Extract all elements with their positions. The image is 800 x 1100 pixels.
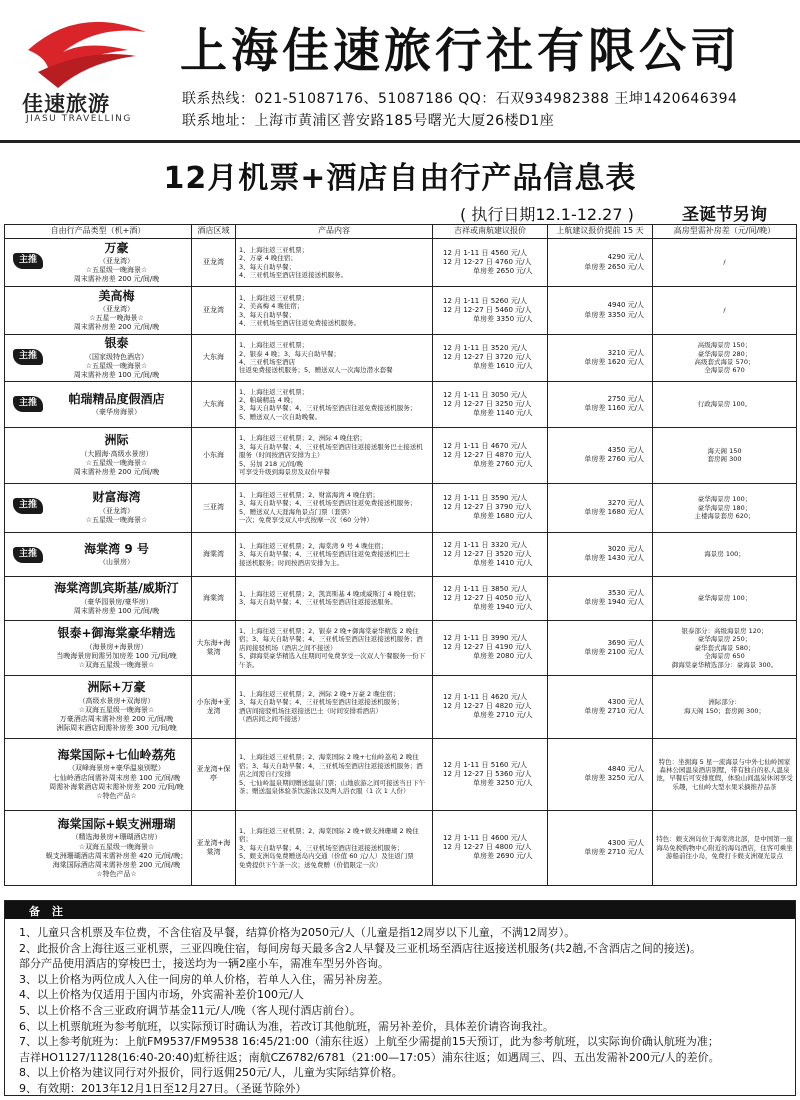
room-upgrade: 海景房 100； [653, 532, 797, 576]
price-early: 12 月 1-11 日 3050 元/人 [443, 390, 528, 399]
table-row [5, 576, 797, 620]
advance-single-supplement: 单房差 1160 元/人 [584, 404, 644, 413]
header-divider [0, 140, 800, 143]
product-name: 万豪 [104, 240, 129, 255]
price-early: 12 月 1-11 日 4620 元/人 [443, 693, 528, 702]
single-supplement: 单房差 1410 元/人 [473, 558, 533, 567]
advance-single-supplement: 单房差 2710 元/人 [584, 847, 644, 856]
price-cell [433, 738, 548, 810]
table-row [5, 335, 797, 382]
room-upgrade: 特色：蜈支洲岛位于海棠湾北部，是中国第一座海岛免税购物中心附近的海岛酒店，住客可乘坐游船前往小岛，免费打卡蜈支洲观光景点 [653, 810, 797, 885]
notes-section [4, 900, 796, 1096]
hotel-area: 亚龙湾 [192, 239, 236, 287]
product-subtitle: （豪华园景房/豪华房） 周末需补房差 100 元/间/晚 [73, 597, 160, 615]
product-subtitle: （海景房+海景房） 当晚海景房间需另加房差 100 元/间/晚 ☆双海五星级一晚海景☆ [56, 642, 177, 669]
hotel-area: 亚龙湾 [192, 287, 236, 335]
product-content: 1、上海往返三亚机票；2、海棠湾 9 号 4 晚住宿； 3、每天自助早餐；4、三亚机场至酒店往返免费接送机巴士 接送机服务；时间按酒店安排为主。 [236, 532, 433, 576]
table-row [5, 239, 797, 287]
single-supplement: 单房差 2080 元/人 [473, 652, 533, 661]
advance-single-supplement: 单房差 3350 元/人 [584, 310, 644, 319]
product-subtitle: （亚龙湾） ☆五星级一晚海景☆ 周末需补房差 200 元/间/晚 [73, 257, 160, 284]
notes-header-bar [5, 901, 795, 919]
note-item: 5、以上价格不含三亚政府调节基金11元/人/晚（客人现付酒店前台）。 [19, 1003, 361, 1017]
product-name: 帕瑞精品度假酒店 [68, 391, 165, 406]
hotel-area: 小东海 [192, 427, 236, 483]
logo-text: 佳速旅游 [22, 92, 110, 116]
table-row [5, 620, 797, 675]
table-row [5, 483, 797, 532]
advance-single-supplement: 单房差 1430 元/人 [584, 554, 644, 563]
product-content: 1、上海往返三亚机票； 2、万豪 4 晚住宿； 3、每天自助早餐； 4、三亚机场至酒店往返接送机服务。 [236, 239, 433, 287]
execution-date: ( 执行日期12.1-12.27 ) [460, 205, 634, 224]
price-cell [433, 381, 548, 427]
price-early: 12 月 1-11 日 3590 元/人 [443, 494, 528, 503]
room-upgrade: 行政海景房 100。 [653, 381, 797, 427]
product-subtitle: （精选海景房+珊瑚酒店房） ☆双海五星级一晚海景☆ 蜈支洲珊瑚酒店周末需补房差 420 元/间/晚； 海棠国际酒店周末需补房差 200 元/间/晚 ☆特色产品☆ [45, 833, 188, 878]
price-cell [433, 675, 548, 738]
note-item: 3、以上价格为两位成人入住一间房的单人价格，若单人入住，需另补房差。 [19, 972, 389, 986]
room-upgrade: 豪华海景房 100； [653, 576, 797, 620]
room-upgrade: 银泰部分：高级海景房 120； 豪华海景房 250； 豪华套式海景 580； 全海景房 650 御海棠豪华精选部分：豪海景 300。 [653, 620, 797, 675]
note-item: 7、以上参考航班为：上航FM9537/FM9538 16:45/21:00（浦东往返）上航至少需提前15天预订，此为参考航班，以实际询价确认航班为准； [19, 1035, 719, 1049]
price-cell [433, 532, 548, 576]
advance-price: 4940 元/人 [607, 301, 644, 310]
note-item: 部分产品使用酒店的穿梭巴士，接送均为一辆2座小车，需准车型另外咨询。 [19, 957, 389, 971]
advance-single-supplement: 单房差 2710 元/人 [584, 706, 644, 715]
price-late: 12 月 12-27 日 4820 元/人 [443, 702, 532, 711]
price-early: 12 月 1-11 日 3850 元/人 [443, 584, 528, 593]
room-upgrade: / [653, 287, 797, 335]
product-name: 财富海湾 [92, 490, 141, 505]
advance-single-supplement: 单房差 1620 元/人 [584, 357, 644, 366]
advance-single-supplement: 单房差 1680 元/人 [584, 507, 644, 516]
advance-price-cell [548, 675, 653, 738]
column-header: 吉祥或南航建议报价 [433, 225, 548, 239]
note-item: 1、儿童只含机票及车位费，不含住宿及早餐，结算价格为2050元/人（儿童是指12周岁以下儿童，不满12周岁）。 [19, 926, 576, 939]
advance-price-cell [548, 239, 653, 287]
table-header-row [5, 225, 797, 239]
header [0, 0, 800, 140]
advance-price-cell [548, 335, 653, 382]
product-subtitle: （亚龙湾） ☆五星一晚海景☆ 周末需补房差 200 元/间/晚 [73, 305, 160, 332]
featured-tag: 主推 [13, 396, 43, 412]
note-item: 2、此报价含上海往返三亚机票，三亚四晚住宿，每间房每天最多含2人早餐及三亚机场至酒店往返接送机服务(共2趟,不含酒店之间的接送)。 [19, 941, 702, 955]
product-cell [5, 335, 192, 382]
product-name: 洲际+万豪 [87, 680, 146, 695]
single-supplement: 单房差 2690 元/人 [473, 852, 533, 861]
column-header: 酒店区域 [192, 225, 236, 239]
price-early: 12 月 1-11 日 4670 元/人 [443, 441, 528, 450]
note-item: 4、以上价格为仅适用于国内市场，外宾需补差价100元/人 [19, 988, 304, 1002]
advance-price-cell [548, 287, 653, 335]
price-late: 12 月 12-27 日 4870 元/人 [443, 450, 532, 459]
price-cell [433, 239, 548, 287]
hotel-area: 亚龙湾+保亭 [192, 738, 236, 810]
room-upgrade: 洲际部分： 海天阁 150；套房阁 300； [653, 675, 797, 738]
price-late: 12 月 12-27 日 3790 元/人 [443, 503, 532, 512]
contact-hotline: 联系热线：021-51087176、51087186 QQ：石双934982388 王坤1420646394 [182, 91, 738, 107]
advance-price-cell [548, 810, 653, 885]
price-late: 12 月 12-27 日 3250 元/人 [443, 399, 532, 408]
product-content: 1、上海往返三亚机票；2、财富海湾 4 晚住宿； 3、每天自助早餐；4、三亚机场至酒店往返免费接送机服务； 5、赠送双人天涯海角景点门票（套票） 一次；免费享受双人中式按摩一次（60 分钟） [236, 483, 433, 532]
advance-single-supplement: 单房差 2650 元/人 [584, 262, 644, 271]
note-item: 6、以上机票航班为参考航班，以实际预订时确认为准，若改订其他航班，需另补差价，具体差价请咨询我社。 [19, 1019, 554, 1033]
price-cell [433, 576, 548, 620]
product-content: 1、上海往返三亚机票；2、海棠国际 2 晚+蜈支洲珊瑚 2 晚住宿； 3、每天自助早餐；4、三亚机场至酒店往返接送机服务； 5、蜈支洲岛免费赠送岛内交通（价值 60 元/人）及往返门票 免费提供下午茶一次；送免费赠（价值限定一次） [236, 810, 433, 885]
product-subtitle: （豪华房海景） [92, 408, 141, 417]
product-content: 1、上海往返三亚机票； 2、帕瑞精品 4 晚； 3、每天自助早餐；4、三亚机场至酒店往返免费接送机服务； 5、赠送双人一次自助晚餐。 [236, 381, 433, 427]
product-subtitle: （山景房） [99, 558, 134, 567]
price-early: 12 月 1-11 日 5160 元/人 [443, 760, 528, 769]
advance-price: 3530 元/人 [607, 589, 644, 598]
advance-price-cell [548, 483, 653, 532]
product-content: 1、上海往返三亚机票；2、洲际 2 晚+万豪 2 晚住宿； 3、每天自助早餐；4、三亚机场至酒店往返接送机服务； 酒店间接驳机场往返接送巴士（时间安排看酒店） （酒店间之间不接送） [236, 675, 433, 738]
advance-price-cell [548, 532, 653, 576]
advance-price-cell [548, 381, 653, 427]
price-cell [433, 810, 548, 885]
table-row [5, 675, 797, 738]
table-row [5, 738, 797, 810]
hotel-area: 大东海 [192, 381, 236, 427]
product-table [4, 224, 797, 886]
price-cell [433, 427, 548, 483]
advance-single-supplement: 单房差 1940 元/人 [584, 598, 644, 607]
product-cell [5, 427, 192, 483]
table-row [5, 287, 797, 335]
price-late: 12 月 12-27 日 4760 元/人 [443, 257, 532, 266]
advance-price-cell [548, 738, 653, 810]
company-name: 上海佳速旅行社有限公司 [180, 24, 741, 79]
hotel-area: 大东海 [192, 335, 236, 382]
product-name: 银泰+御海棠豪华精选 [57, 625, 176, 640]
price-early: 12 月 1-11 日 3320 元/人 [443, 540, 528, 549]
column-header: 高房型需补房差（元/间/晚） [653, 225, 797, 239]
column-header: 上航建议报价提前 15 天 [548, 225, 653, 239]
product-cell [5, 287, 192, 335]
product-cell [5, 239, 192, 287]
featured-tag: 主推 [13, 498, 43, 514]
product-content: 1、上海往返三亚机票；2、银泰 2 晚+御海棠豪华精选 2 晚住宿；3、每天自助早餐；4、三亚机场至酒店往返接送机服务；酒店间接驳机场（酒店之间不接送） 5、御海棠豪华精选入住期间可免费享受一次双人午餐服务一份下午茶。 [236, 620, 433, 675]
product-subtitle: （亚龙湾） ☆五星级一晚海景☆ [85, 507, 148, 525]
featured-tag: 主推 [13, 349, 43, 365]
product-name: 洲际 [104, 433, 129, 448]
price-late: 12 月 12-27 日 3520 元/人 [443, 549, 532, 558]
product-name: 海棠湾凯宾斯基/威斯汀 [54, 580, 179, 595]
hotel-area: 海棠湾 [192, 532, 236, 576]
advance-price: 4300 元/人 [607, 697, 644, 706]
table-row [5, 427, 797, 483]
featured-tag: 主推 [13, 253, 43, 269]
product-cell [5, 620, 192, 675]
advance-price-cell [548, 620, 653, 675]
page-title: 12月机票+酒店自由行产品信息表 [163, 161, 637, 196]
single-supplement: 单房差 2650 元/人 [473, 267, 533, 276]
product-cell [5, 576, 192, 620]
room-upgrade: 特色：坐拥海 5 星一流海景与中外七仙岭国家森林公园温泉酒店别墅，带有独自的私人温泉池，早餐后可安排度假，体验山间温泉休闲享受乐趣，七仙岭大型水果采摘推荐品茶 [653, 738, 797, 810]
price-late: 12 月 12-27 日 5360 元/人 [443, 769, 532, 778]
advance-price: 4350 元/人 [607, 446, 644, 455]
price-early: 12 月 1-11 日 3520 元/人 [443, 344, 528, 353]
product-cell [5, 532, 192, 576]
product-cell [5, 810, 192, 885]
hotel-area: 大东海+海棠湾 [192, 620, 236, 675]
table-row [5, 532, 797, 576]
room-upgrade: 高级海景房 150； 豪华海景房 280； 高级套式海景 570； 全海景房 670 [653, 335, 797, 382]
price-cell [433, 287, 548, 335]
advance-price-cell [548, 427, 653, 483]
hotel-area: 三亚湾 [192, 483, 236, 532]
christmas-note: 圣诞节另询 [682, 205, 767, 225]
logo-subtitle: JIASU TRAVELLING [26, 114, 132, 124]
single-supplement: 单房差 3250 元/人 [473, 778, 533, 787]
product-name: 海棠国际+蜈支洲珊瑚 [57, 816, 176, 831]
price-cell [433, 620, 548, 675]
room-upgrade: 海天阁 150 套房阁 300 [653, 427, 797, 483]
column-header: 产品内容 [236, 225, 433, 239]
hotel-area: 亚龙湾+海棠湾 [192, 810, 236, 885]
notes-list [5, 919, 795, 1097]
product-cell [5, 738, 192, 810]
product-content: 1、上海往返三亚机票；2、凯宾斯基 4 晚或威斯汀 4 晚住宿； 3、每天自助早餐；4、三亚机场至酒店往返接送服务。 [236, 576, 433, 620]
advance-price: 4840 元/人 [607, 765, 644, 774]
advance-price: 3020 元/人 [607, 545, 644, 554]
price-early: 12 月 1-11 日 4560 元/人 [443, 248, 528, 257]
contact-address: 联系地址：上海市黄浦区普安路185号曙光大厦26楼D1座 [182, 113, 555, 129]
advance-price: 2750 元/人 [607, 395, 644, 404]
advance-price: 4290 元/人 [607, 253, 644, 262]
single-supplement: 单房差 2710 元/人 [473, 711, 533, 720]
price-cell [433, 335, 548, 382]
price-early: 12 月 1-11 日 4600 元/人 [443, 834, 528, 843]
advance-price: 3690 元/人 [607, 638, 644, 647]
product-cell [5, 381, 192, 427]
room-upgrade: / [653, 239, 797, 287]
advance-single-supplement: 单房差 3250 元/人 [584, 774, 644, 783]
product-subtitle: （大圆海·高级水景房） ☆五星级一晚海景☆ 周末需补房差 200 元/间/晚 [73, 450, 160, 477]
single-supplement: 单房差 2760 元/人 [473, 459, 533, 468]
product-cell [5, 483, 192, 532]
advance-price: 3270 元/人 [607, 498, 644, 507]
room-upgrade: 豪华海景房 100； 豪华海景房 180； 主楼海景套房 620； [653, 483, 797, 532]
single-supplement: 单房差 1940 元/人 [473, 602, 533, 611]
table-row [5, 810, 797, 885]
note-item: 8、以上价格为建议同行对外报价，同行返佣250元/人，儿童为实际结算价格。 [19, 1066, 403, 1080]
notes-label: 备 注 [29, 905, 67, 918]
price-late: 12 月 12-27 日 4800 元/人 [443, 843, 532, 852]
single-supplement: 单房差 1610 元/人 [473, 362, 533, 371]
note-item: 吉祥HO1127/1128(16:40-20:40)虹桥往返；南航CZ6782/6781（21:00—17:05）浦东往返；如遇周三、四、五出发需补200元/人的差价。 [19, 1050, 720, 1064]
table-row [5, 381, 797, 427]
price-late: 12 月 12-27 日 3720 元/人 [443, 353, 532, 362]
advance-single-supplement: 单房差 2760 元/人 [584, 455, 644, 464]
product-content: 1、上海往返三亚机票； 2、美高梅 4 晚住宿； 3、每天自助早餐； 4、三亚机场至酒店往返免费接送机服务。 [236, 287, 433, 335]
column-header: 自由行产品类型（机+酒） [5, 225, 192, 239]
hotel-area: 海棠湾 [192, 576, 236, 620]
price-late: 12 月 12-27 日 4190 元/人 [443, 643, 532, 652]
product-name: 海棠湾 9 号 [84, 541, 149, 556]
featured-tag: 主推 [13, 547, 43, 563]
product-subtitle: （国家级特色酒店） ☆五星级一晚海景☆ 周末需补房差 100 元/间/晚 [73, 352, 160, 379]
product-subtitle: （双峰海景房+豪华温泉别墅） 七仙岭酒店间需补周末房差 100 元/间/晚 周需补海棠酒店周末需补房差 200 元/间/晚 ☆特色产品☆ [49, 764, 184, 800]
advance-price: 4300 元/人 [607, 838, 644, 847]
product-subtitle: （高级水景房+双海房） ☆双海五星级一晚海景☆ 万豪酒店周末需补房差 200 元/间/晚 洲际周末酒店间需补房差 300 元/间/晚 [56, 696, 177, 733]
advance-price: 3210 元/人 [607, 348, 644, 357]
price-late: 12 月 12-27 日 5460 元/人 [443, 305, 532, 314]
product-cell [5, 675, 192, 738]
price-early: 12 月 1-11 日 5260 元/人 [443, 296, 528, 305]
advance-price-cell [548, 576, 653, 620]
product-content: 1、上海往返三亚机票；2、洲际 4 晚住宿； 3、每天自助早餐；4、三亚机场至酒店往返接送服务巴士接送机服务（时间按酒店安排为主） 5、另加 218 元/间/晚 可享受升级到海景房及双份早餐 [236, 427, 433, 483]
single-supplement: 单房差 3350 元/人 [473, 315, 533, 324]
single-supplement: 单房差 1680 元/人 [473, 512, 533, 521]
product-name: 银泰 [104, 336, 129, 350]
single-supplement: 单房差 1140 元/人 [473, 408, 533, 417]
price-cell [433, 483, 548, 532]
advance-single-supplement: 单房差 2100 元/人 [584, 647, 644, 656]
note-item: 9、有效期：2013年12月1日至12月27日。（圣诞节除外） [19, 1081, 307, 1095]
hotel-area: 小东海+亚龙湾 [192, 675, 236, 738]
price-late: 12 月 12-27 日 4050 元/人 [443, 593, 532, 602]
price-early: 12 月 1-11 日 3990 元/人 [443, 634, 528, 643]
product-content: 1、上海往返三亚机票； 2、银泰 4 晚；3、每天自助早餐； 4、三亚机场至酒店 往返免费接送机服务；5、赠送双人一次海边潜水套餐 [236, 335, 433, 382]
product-name: 美高梅 [98, 288, 135, 303]
product-name: 海棠国际+七仙岭荔苑 [57, 747, 176, 762]
product-content: 1、上海往返三亚机票；2、海棠国际 2 晚+七仙岭荔苑 2 晚住宿；3、每天自助早餐；4、三亚机场至酒店往返接送机服务；酒店之间需自行安排 5、七仙岭温泉期间赠送温泉门票；山地旅游之间可接送当日下午茶；赠送温泉体验茶饮游泳以及两人浴衣服（1 次 1 人份） [236, 738, 433, 810]
